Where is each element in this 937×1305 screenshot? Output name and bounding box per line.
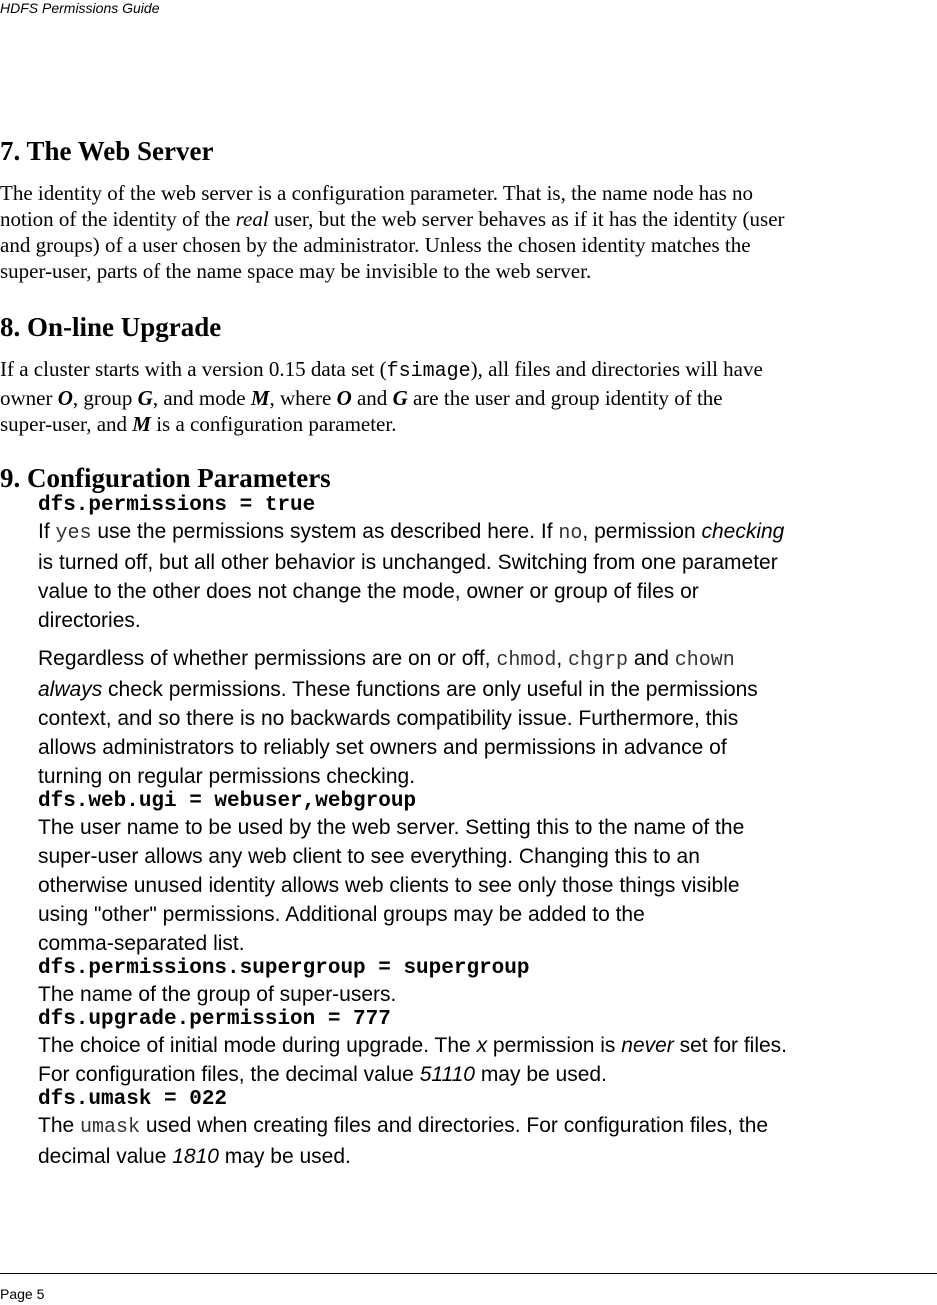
param-dfs-permissions-description: If yes use the permissions system as described here. If no, permission checking is turned off, but all other behavior is unchanged. Switching from one parameter value to the other does not change the mode, owner or group of files or directories. Regardless of whether permissions are on or off, chmod, chgrp and chown always check permissions. These functions are only useful in the permissions context, and so there is no backwards compatibility issue. Furthermore, this allows administrators to reliably set owners and permissions in advance of turning on regular permissions checking. — [38, 520, 785, 788]
param-dfs-upgrade-permission: dfs.upgrade.permission = 777 — [38, 1008, 391, 1031]
param-dfs-permissions-supergroup-description: The name of the group of super-users. — [38, 983, 397, 1006]
param-dfs-upgrade-permission-description: The choice of initial mode during upgrade. The x permission is never set for files. For configuration files, the decimal value 51110 may be used. — [38, 1034, 787, 1086]
document-body — [0, 134, 937, 1171]
paragraph-web-server: The identity of the web server is a configuration parameter. That is, the name node has no notion of the identity of the real user, but the web server behaves as if it has the identity (user and groups) of a user chosen by the administrator. Unless the chosen identity matches the super-user, parts of the name space may be invisible to the web server. — [0, 181, 785, 283]
param-dfs-web-ugi-description: The user name to be used by the web server. Setting this to the name of the super-user allows any web client to see everything. Changing this to an otherwise unused identity allows web clients to see only those things visible using "other" permissions. Additional groups may be added to the comma-separated list. — [38, 816, 745, 955]
paragraph-online-upgrade: If a cluster starts with a version 0.15 data set (fsimage), all files and directories will have owner O, group G, and mode M, where O and G are the user and group identity of the super-user, and M is a configuration parameter. — [0, 357, 763, 436]
param-dfs-permissions-supergroup: dfs.permissions.supergroup = supergroup — [38, 957, 530, 980]
param-dfs-permissions: dfs.permissions = true — [38, 494, 316, 517]
param-dfs-umask-description: The umask used when creating files and directories. For configuration files, the decimal value 1810 may be used. — [38, 1114, 769, 1168]
page-number: Page 5 — [0, 1286, 45, 1302]
config-parameter-list — [0, 495, 937, 1171]
section-heading-online-upgrade: 8. On-line Upgrade — [0, 312, 222, 342]
footer-divider — [0, 1273, 937, 1274]
running-header: HDFS Permissions Guide — [0, 0, 160, 16]
section-heading-web-server: 7. The Web Server — [0, 136, 214, 166]
section-heading-config-params: 9. Configuration Parameters — [0, 463, 331, 493]
param-dfs-web-ugi: dfs.web.ugi = webuser,webgroup — [38, 790, 417, 813]
param-dfs-umask: dfs.umask = 022 — [38, 1088, 228, 1111]
